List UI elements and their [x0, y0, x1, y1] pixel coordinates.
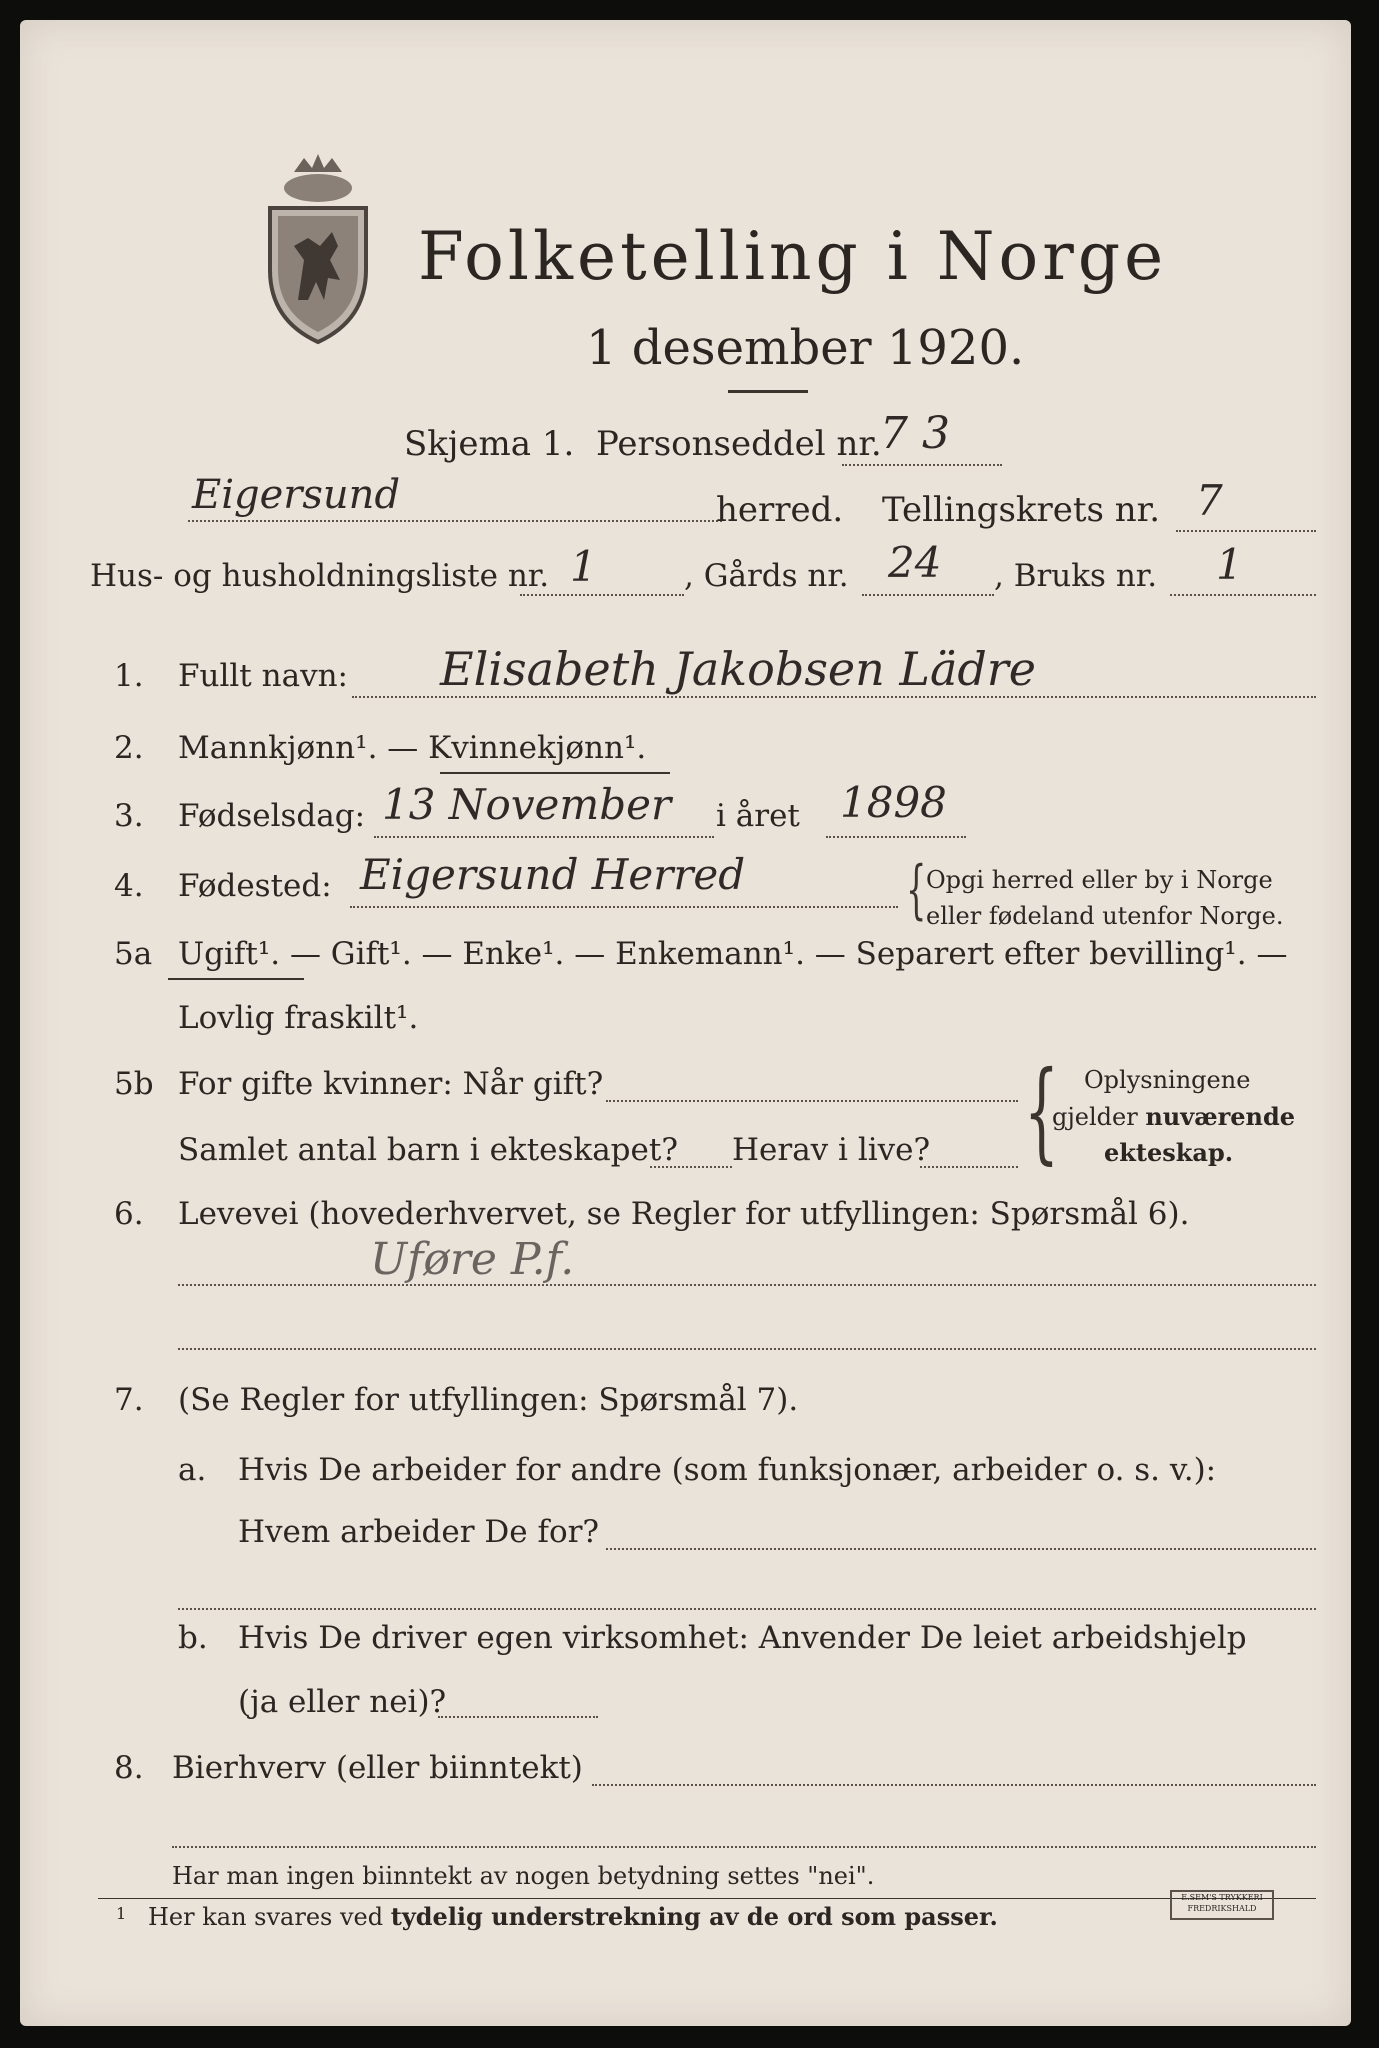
birthplace-value[interactable]: Eigersund Herred — [360, 850, 746, 899]
footnote-text-a: Her kan svares ved — [148, 1903, 391, 1931]
q3-number: 3. — [114, 798, 144, 834]
q5b-number: 5b — [114, 1066, 154, 1102]
personseddel-label: Personseddel nr. — [596, 424, 882, 464]
q7b-line-2: (ja eller nei)? — [238, 1684, 447, 1720]
q4-label: Fødested: — [178, 868, 332, 904]
bruks-line — [1170, 594, 1316, 596]
tellingskrets-value[interactable]: 7 — [1196, 476, 1223, 525]
birthday-line — [374, 836, 714, 838]
birth-year-value[interactable]: 1898 — [840, 778, 947, 827]
alive-label: Herav i live? — [732, 1132, 931, 1168]
full-name-value[interactable]: Elisabeth Jakobsen Lädre — [440, 642, 1037, 696]
q8-number: 8. — [114, 1750, 144, 1786]
q7a-letter: a. — [178, 1452, 207, 1488]
footnote-mark: 1 — [116, 1904, 127, 1923]
q7-label: (Se Regler for utfyllingen: Spørsmål 7). — [178, 1382, 799, 1418]
occupation-line-1 — [178, 1284, 1316, 1286]
gender-underline — [440, 772, 670, 774]
q1-number: 1. — [114, 658, 144, 694]
hired-help-line — [438, 1716, 598, 1718]
q3-label: Fødselsdag: — [178, 798, 366, 834]
alive-line — [920, 1166, 1018, 1168]
q6-number: 6. — [114, 1196, 144, 1232]
husliste-value[interactable]: 1 — [570, 542, 597, 591]
marriage-note-2 — [1052, 1102, 1295, 1131]
year-line — [826, 836, 966, 838]
birthplace-note-1: Opgi herred eller by i Norge — [926, 866, 1273, 894]
marital-options: Ugift¹. — Gift¹. — Enke¹. — Enkemann¹. — Separert efter bevilling¹. — — [178, 936, 1288, 972]
marriage-note-3: ekteskap. — [1104, 1138, 1234, 1167]
title-rule — [728, 390, 808, 393]
birthplace-brace: { — [906, 853, 927, 927]
footnote-rule — [98, 1898, 1316, 1899]
children-label: Samlet antal barn i ekteskapet? — [178, 1132, 678, 1168]
children-line — [650, 1166, 732, 1168]
married-when-line — [606, 1100, 1018, 1102]
employer-line-1 — [606, 1548, 1316, 1550]
birthplace-line — [350, 906, 898, 908]
tellingskrets-label: Tellingskrets nr. — [882, 490, 1161, 530]
printer-stamp — [1170, 1890, 1274, 1920]
footnote-text-b: tydelig understrekning av de ord som passer. — [390, 1902, 998, 1931]
husliste-line — [520, 594, 684, 596]
side-income-line-1 — [592, 1784, 1316, 1786]
marriage-note-1: Oplysningene — [1084, 1066, 1251, 1094]
gards-label: , Gårds nr. — [684, 558, 849, 594]
birthplace-note-2: eller fødeland utenfor Norge. — [926, 902, 1284, 930]
census-date: 1 desember 1920. — [586, 320, 1025, 376]
marital-underline — [168, 978, 304, 980]
employer-line-2 — [178, 1608, 1316, 1610]
bruks-label: , Bruks nr. — [994, 558, 1158, 594]
bruks-value[interactable]: 1 — [1216, 540, 1243, 589]
occupation-label: Levevei (hovederhvervet, se Regler for utfyllingen: Spørsmål 6). — [178, 1196, 1190, 1232]
herred-value[interactable]: Eigersund — [192, 472, 401, 518]
marital-options-2: Lovlig fraskilt¹. — [178, 1000, 419, 1036]
printer-stamp-line-2: FREDRIKSHALD — [1187, 1904, 1257, 1913]
side-income-line-2 — [172, 1846, 1316, 1848]
q5a-number: 5a — [114, 936, 153, 972]
q7a-line-1: Hvis De arbeider for andre (som funksjonær, arbeider o. s. v.): — [238, 1452, 1217, 1488]
tellingskrets-line — [1176, 530, 1316, 532]
personseddel-value[interactable]: 7 3 — [880, 408, 950, 459]
gender-options: Mannkjønn¹. — Kvinnekjønn¹. — [178, 730, 647, 766]
marriage-note-2a: gjelder — [1052, 1103, 1146, 1131]
side-income-label: Bierhverv (eller biinntekt) — [172, 1750, 583, 1786]
occupation-line-2 — [178, 1348, 1316, 1350]
gards-line — [862, 594, 994, 596]
q4-number: 4. — [114, 868, 144, 904]
q2-number: 2. — [114, 730, 144, 766]
q7-number: 7. — [114, 1382, 144, 1418]
printer-stamp-line-1: E.SEM'S TRYKKERI — [1181, 1893, 1263, 1902]
married-when-label: For gifte kvinner: Når gift? — [178, 1066, 604, 1102]
schema-label: Skjema 1. — [404, 424, 575, 464]
census-form — [20, 20, 1351, 2026]
q7b-letter: b. — [178, 1620, 208, 1656]
occupation-value[interactable]: Uføre P.f. — [370, 1234, 575, 1285]
gards-value[interactable]: 24 — [888, 538, 942, 587]
q7a-line-2: Hvem arbeider De for? — [238, 1514, 600, 1550]
herred-label: herred. — [716, 490, 844, 530]
marriage-note-brace: { — [1024, 1047, 1059, 1175]
form-title: Folketelling i Norge — [418, 218, 1168, 295]
husliste-label: Hus- og husholdningsliste nr. — [90, 558, 550, 594]
footnote-text — [148, 1902, 998, 1931]
year-label: i året — [716, 798, 800, 834]
q1-label: Fullt navn: — [178, 658, 348, 694]
herred-line — [188, 520, 722, 522]
birthday-value[interactable]: 13 November — [382, 780, 672, 829]
side-income-note: Har man ingen biinntekt av nogen betydning settes "nei". — [172, 1862, 875, 1890]
q7b-line-1: Hvis De driver egen virksomhet: Anvender De leiet arbeidshjelp — [238, 1620, 1247, 1656]
personseddel-line — [842, 464, 1002, 466]
coat-of-arms-icon — [248, 150, 388, 350]
marriage-note-2b: nuværende — [1145, 1102, 1296, 1131]
q1-line — [352, 696, 1316, 698]
